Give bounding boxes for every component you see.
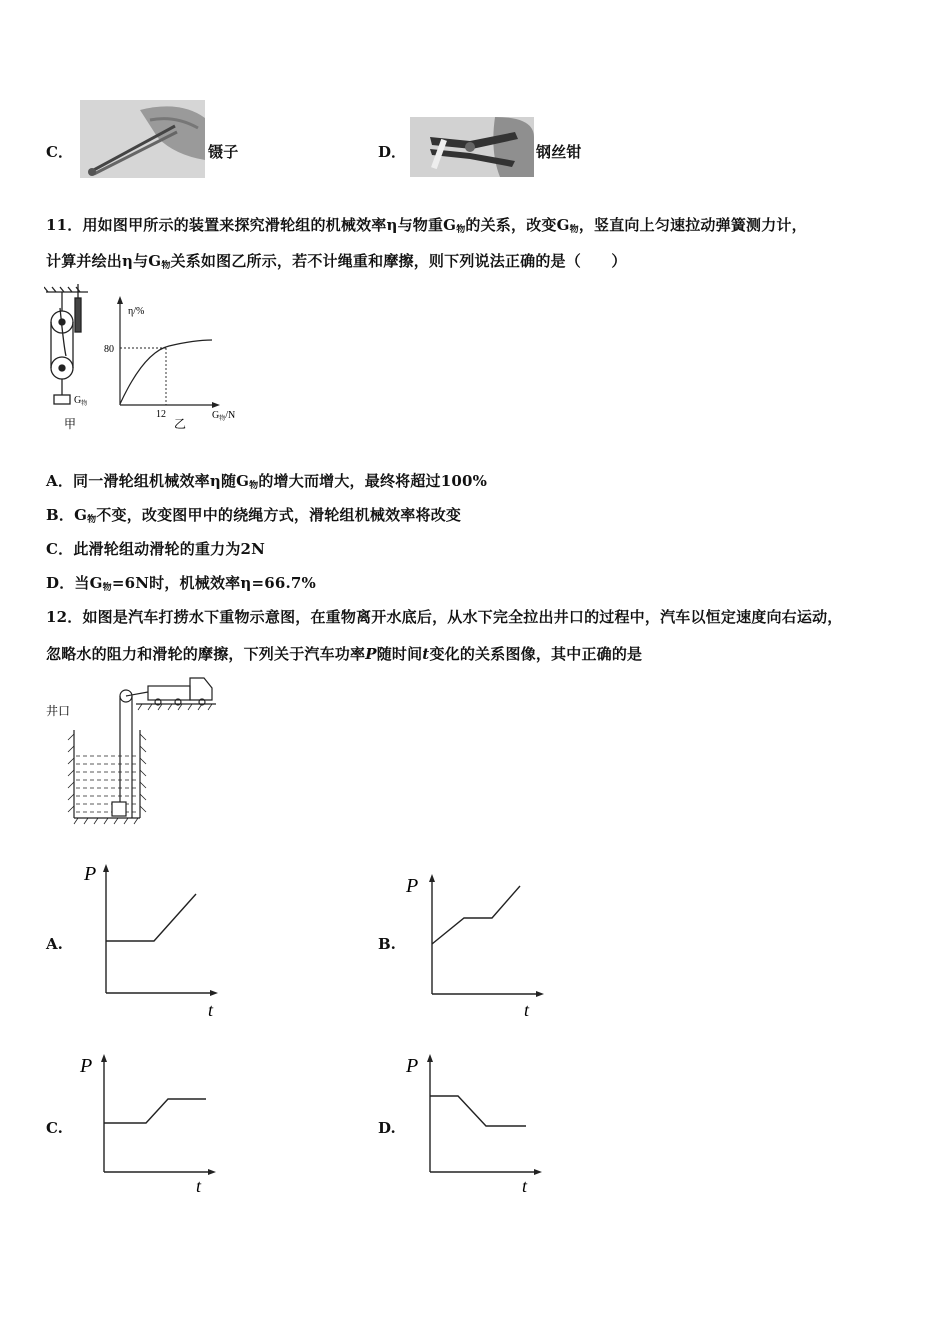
tweezers-caption: 镊子: [208, 143, 239, 161]
x-mark-12: 12: [156, 409, 166, 420]
q11-option-d-rest: =6N时，机械效率η=66.7%: [111, 574, 317, 592]
graph-d-label[interactable]: D.: [378, 1119, 396, 1137]
pliers-caption: 钢丝钳: [536, 143, 582, 161]
q11-option-a-sub: 物: [249, 481, 259, 491]
q11-option-b-text: B．G: [46, 506, 88, 524]
y-axis-label: η/%: [128, 306, 145, 317]
q11-line-1-c: ，竖直向上匀速拉动弹簧测力计，: [578, 216, 807, 234]
spring-scale: [75, 298, 81, 332]
graph-c[interactable]: [74, 1046, 224, 1198]
q11-option-d-text: D．当G: [46, 574, 103, 592]
q11-line-1: [46, 214, 807, 235]
figure-left-label: 甲: [64, 417, 77, 431]
option-c-label: C．: [46, 143, 73, 161]
graph-a-line: [106, 894, 196, 941]
q11-option-a[interactable]: [46, 470, 487, 491]
y-axis-arrow: [117, 296, 123, 304]
graph-d[interactable]: [400, 1046, 550, 1198]
figure-right-label: 乙: [174, 417, 187, 431]
graph-b-p: P: [406, 875, 419, 897]
graph-a-label[interactable]: A.: [46, 935, 63, 953]
q11-option-a-rest: 的增大而增大，最终将超过100%: [258, 472, 488, 490]
weight-block: [54, 395, 70, 404]
q12-line-2: [46, 643, 642, 664]
truck-cab: [190, 678, 212, 700]
well-figure: [44, 672, 224, 828]
q11-line-2-a: 计算并绘出η与G: [46, 252, 162, 270]
graph-b[interactable]: [402, 866, 552, 1022]
water: [76, 756, 138, 812]
q11-line-1-sub: 物: [456, 225, 466, 235]
q12-line-2-p: P: [365, 645, 377, 663]
graph-d-p: P: [406, 1055, 419, 1077]
q11-line-2: [46, 250, 627, 271]
q12-line-1: 12．如图是汽车打捞水下重物示意图，在重物离开水底后，从水下完全拉出井口的过程中，汽车以恒定速度向右运动，: [46, 608, 843, 626]
q12-line-2-a: 忽略水的阻力和滑轮的摩擦，下列关于汽车功率: [46, 645, 366, 663]
q11-option-b[interactable]: [46, 504, 461, 525]
q12-line-2-b: 随时间: [376, 645, 423, 663]
q11-line-2-b: 关系如图乙所示，若不计绳重和摩擦，则下列说法正确的是（ ）: [170, 252, 627, 270]
q11-line-1-sub2: 物: [569, 225, 579, 235]
graph-a[interactable]: [76, 856, 226, 1024]
q11-option-b-rest: 不变，改变图甲中的绕绳方式，滑轮组机械效率将改变: [96, 506, 462, 524]
option-d-label: D．: [378, 143, 407, 161]
q11-line-2-sub: 物: [161, 261, 171, 271]
pulley-system-drawing: [44, 284, 88, 404]
graph-b-t: t: [524, 1000, 530, 1020]
x-axis-label: $G_物/N$: [212, 410, 236, 422]
q11-option-a-text: A．同一滑轮组机械效率η随G: [46, 472, 250, 490]
q11-option-c-text: C．此滑轮组动滑轮的重力为2N: [46, 540, 266, 558]
q11-option-d-sub: 物: [102, 583, 112, 593]
q11-option-c[interactable]: [46, 538, 265, 559]
graph-a-t: t: [208, 1000, 214, 1020]
q11-option-d[interactable]: [46, 572, 316, 593]
weight-label: $G_物$: [74, 395, 88, 407]
pliers-image: [410, 117, 534, 177]
x-axis-arrow: [212, 402, 220, 408]
graph-d-t: t: [522, 1176, 528, 1196]
sunken-object: [112, 802, 126, 816]
graph-b-line: [432, 886, 520, 944]
graph-c-t: t: [196, 1176, 202, 1196]
graph-d-line: [430, 1096, 526, 1126]
truck-body: [148, 686, 190, 700]
q12-line-2-c: 变化的关系图像，其中正确的是: [429, 645, 643, 663]
graph-c-line: [104, 1099, 206, 1123]
graph-c-label[interactable]: C.: [46, 1119, 63, 1137]
q11-line-1-b: 的关系，改变G: [465, 216, 570, 234]
graph-c-p: P: [80, 1055, 93, 1077]
q11-line-1-a: 11．用如图甲所示的装置来探究滑轮组的机械效率η与物重G: [46, 216, 457, 234]
graph-b-label[interactable]: B.: [378, 935, 396, 953]
q11-figure: [44, 280, 248, 432]
well-label: 井口: [46, 704, 71, 718]
q11-option-b-sub: 物: [87, 515, 97, 525]
y-mark-80: 80: [104, 344, 114, 355]
graph-a-p: P: [84, 863, 97, 885]
tweezers-image: [80, 100, 205, 178]
q12-line-2-t: t: [422, 645, 430, 663]
